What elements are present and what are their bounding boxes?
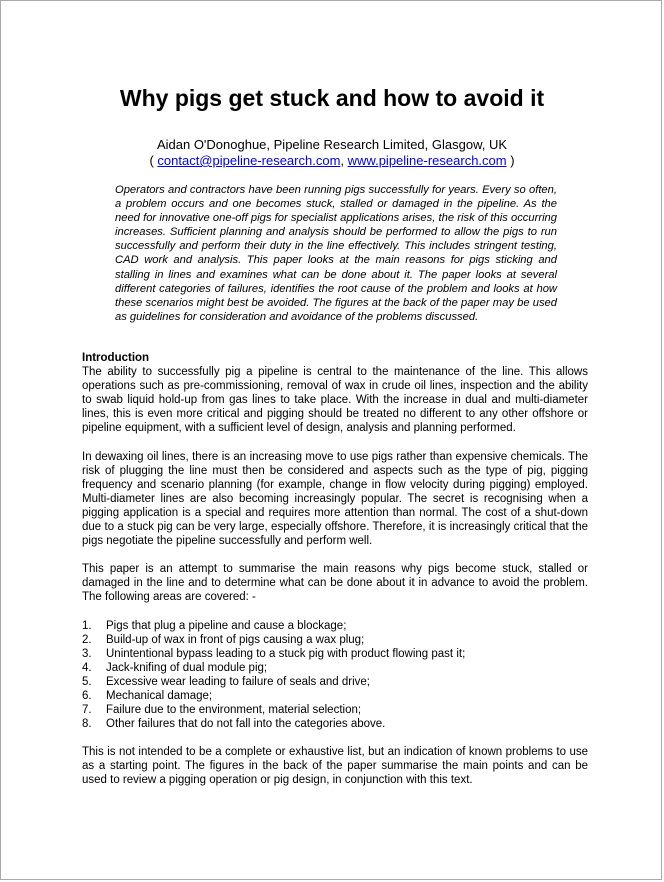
list-number: 4. (82, 661, 92, 674)
list-item (82, 675, 588, 689)
list-text: Failure due to the environment, material selection; (106, 704, 362, 717)
contact-line (1, 153, 663, 169)
body-text (82, 351, 588, 802)
list-item (82, 703, 588, 717)
list-text: Pigs that plug a pipeline and cause a blockage; (106, 619, 347, 632)
list-item (82, 619, 588, 633)
list-number: 1. (82, 619, 92, 632)
list-text: Unintentional bypass leading to a stuck pig with product flowing past it; (106, 647, 466, 660)
list-item (82, 633, 588, 647)
contact-sep: , (340, 153, 348, 168)
numbered-list (82, 619, 588, 732)
list-number: 2. (82, 633, 92, 646)
list-item (82, 689, 588, 703)
list-text: Excessive wear leading to failure of seals and drive; (106, 675, 371, 688)
list-number: 5. (82, 675, 92, 688)
email-link[interactable]: contact@pipeline-research.com (157, 153, 341, 168)
list-item (82, 717, 588, 731)
paragraph: This paper is an attempt to summarise the main reasons why pigs become stuck, stalled or damaged in the line and to determine what can be done about it in advance to avoid the problem. The following areas are covered: - (82, 563, 588, 604)
list-text: Mechanical damage; (106, 689, 213, 702)
website-link[interactable]: www.pipeline-research.com (347, 153, 507, 168)
list-text: Other failures that do not fall into the categories above. (106, 718, 386, 731)
list-item (82, 661, 588, 675)
paper-title: Why pigs get stuck and how to avoid it (119, 85, 545, 111)
section-heading: Introduction (82, 352, 150, 364)
list-number: 8. (82, 718, 92, 731)
list-text: Build-up of wax in front of pigs causing a wax plug; (106, 633, 365, 646)
contact-close: ) (506, 153, 515, 168)
closing-paragraph: This is not intended to be a complete or exhaustive list, but an indication of known problems to use as a starting point. The figures in the back of the paper summarise the main points and can be used to review a pigging operation or pig design, in conjunction with this text. (82, 746, 588, 787)
list-number: 3. (82, 647, 92, 660)
paragraph: The ability to successfully pig a pipeline is central to the maintenance of the line. This allows operations such as pre-commissioning, removal of wax in crude oil lines, inspection and the ability to swab liquid hold-up from gas lines to take place. With the increase in dual and multi-diameter lines, this is even more critical and pigging should be treated no different to any other offshore or pipeline equipment, with a sufficient level of design, analysis and planning performed. (82, 366, 588, 435)
list-item (82, 647, 588, 661)
list-number: 6. (82, 689, 92, 702)
author-line: Aidan O'Donoghue, Pipeline Research Limited, Glasgow, UK (156, 137, 508, 152)
list-number: 7. (82, 704, 92, 717)
abstract: Operators and contractors have been running pigs successfully for years. Every so often, a problem occurs and one becomes stuck, stalled or damaged in the pipeline. As the need for innovative one-off pigs for specialist applications arises, the risk of this occurring increases. Sufficient planning and analysis should be performed to allow the pigs to run successfully and perform their duty in the line effectively. This includes stringent testing, CAD work and analysis. This paper looks at the main reasons for pigs sticking and stalling in lines and examines what can be done about it. The paper looks at several different categories of failures, identifies the root cause of the problem and looks at how these scenarios might best be avoided. The figures at the back of the paper may be used as guidelines for consideration and avoidance of the problems discussed. (115, 184, 557, 323)
paragraph: In dewaxing oil lines, there is an increasing move to use pigs rather than expensive chemicals. The risk of plugging the line must then be considered and aspects such as the type of pig, pigging frequency and scenario planning (for example, change in flow velocity during pigging) employed. Multi-diameter lines are also becoming increasingly popular. The secret is recognising when a pigging application is a special and requires more attention than normal. The cost of a shut-down due to a stuck pig can be very large, especially offshore. Therefore, it is increasingly critical that the pigs negotiate the pipeline successfully and perform well. (82, 450, 588, 548)
contact-open: ( (149, 153, 158, 168)
list-text: Jack-knifing of dual module pig; (106, 661, 268, 674)
